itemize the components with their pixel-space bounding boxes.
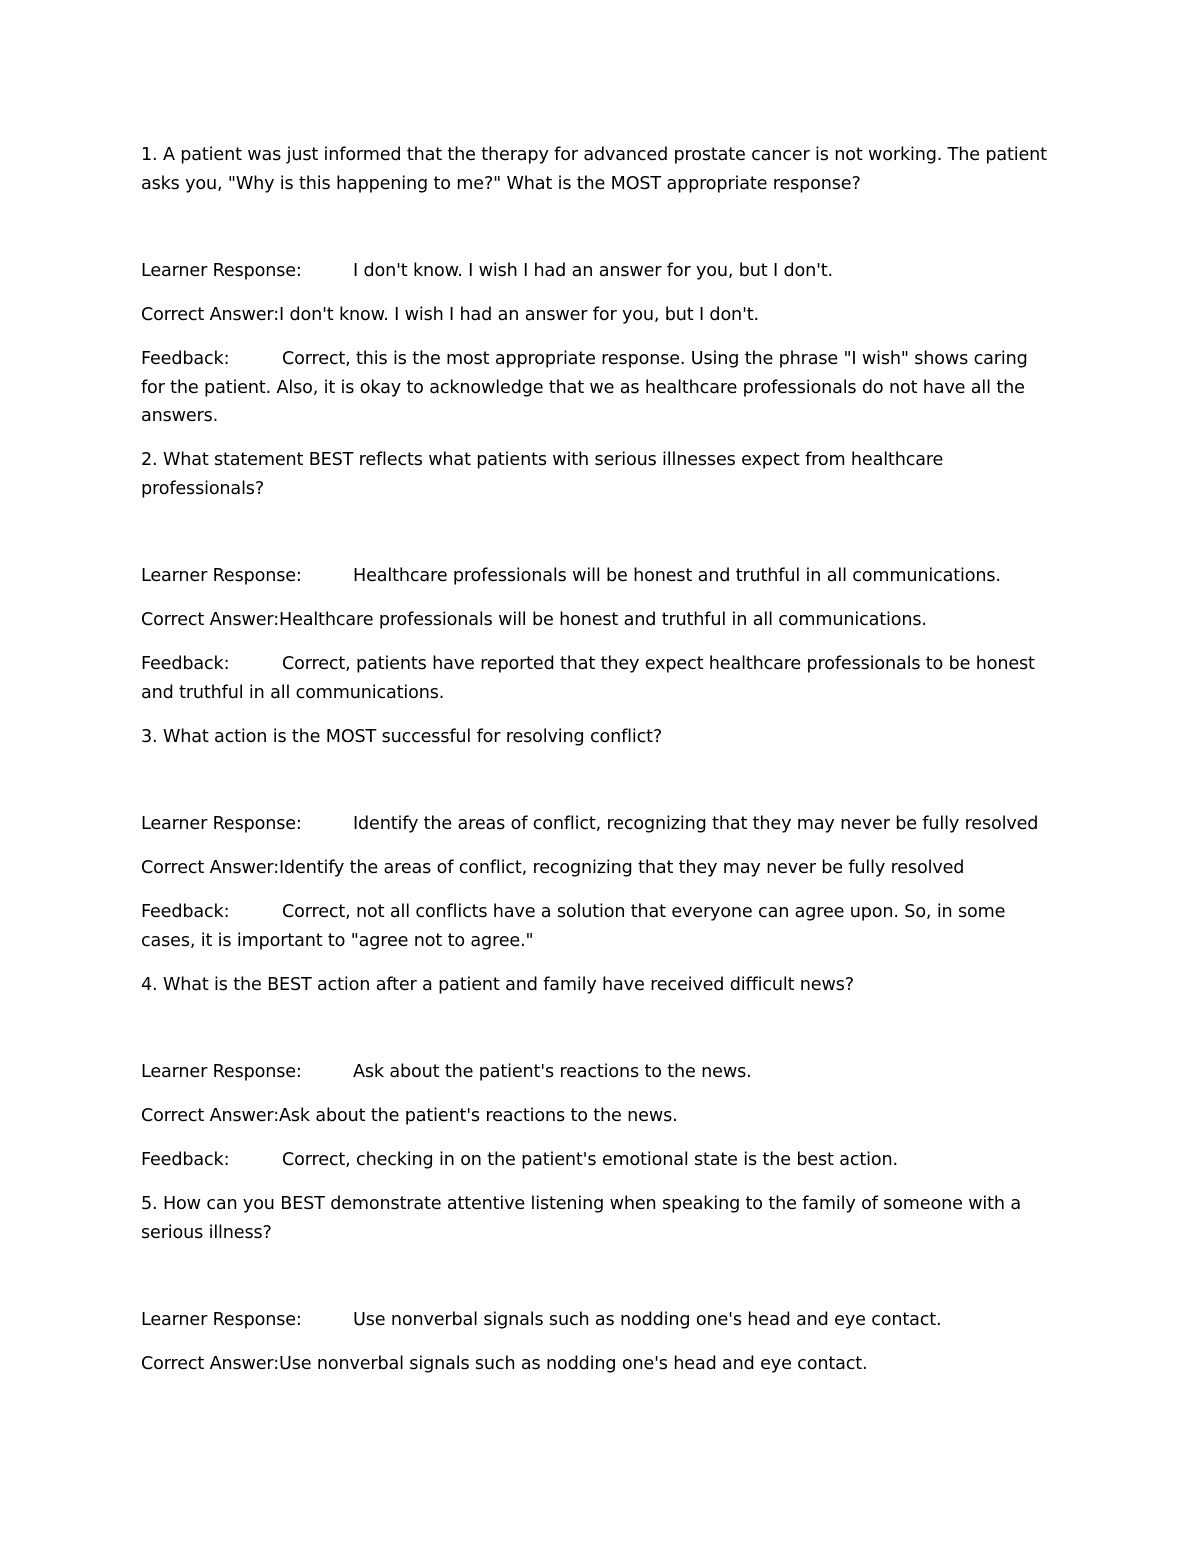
question-number: 2.	[141, 450, 158, 470]
feedback-label: Feedback:	[141, 349, 230, 369]
learner-response-line	[141, 810, 1056, 839]
question-number: 4.	[141, 974, 158, 995]
correct-answer-text: Use nonverbal signals such as nodding one's head and eye contact.	[278, 1354, 868, 1374]
feedback-line	[141, 345, 1056, 431]
learner-response-label: Learner Response:	[141, 566, 302, 586]
correct-answer-line	[141, 606, 1056, 635]
feedback-text: Correct, checking in on the patient's emotional state is the best action.	[282, 1150, 898, 1170]
correct-answer-line	[141, 1350, 1056, 1379]
learner-response-label: Learner Response:	[141, 814, 302, 834]
correct-answer-label: Correct Answer:	[141, 1354, 279, 1374]
quiz-item-5	[141, 1190, 1056, 1379]
correct-answer-label: Correct Answer:	[141, 858, 279, 878]
correct-answer-text: I don't know. I wish I had an answer for you, but I don't.	[278, 305, 759, 325]
feedback-line	[141, 650, 1056, 707]
question-text	[141, 971, 1056, 1000]
feedback-line	[141, 898, 1056, 955]
correct-answer-label: Correct Answer:	[141, 1106, 279, 1126]
question-text	[141, 723, 1056, 752]
question-body: How can you BEST demonstrate attentive listening when speaking to the family of someone with a serious illness?	[141, 1194, 1021, 1243]
feedback-text: Correct, patients have reported that they expect healthcare professionals to be honest and truthful in all communications.	[141, 654, 1035, 703]
learner-response-label: Learner Response:	[141, 261, 302, 281]
learner-response-text: Use nonverbal signals such as nodding one's head and eye contact.	[353, 1310, 942, 1330]
question-text	[141, 1190, 1056, 1247]
learner-response-text: Ask about the patient's reactions to the news.	[353, 1062, 752, 1082]
correct-answer-text: Healthcare professionals will be honest and truthful in all communications.	[278, 610, 927, 630]
feedback-text: Correct, not all conflicts have a solution that everyone can agree upon. So, in some cases, it is important to "agree not to agree."	[141, 902, 1006, 951]
question-body: What is the BEST action after a patient and family have received difficult news?	[162, 974, 854, 995]
question-text	[141, 446, 1056, 503]
question-body: What statement BEST reflects what patients with serious illnesses expect from healthcare professionals?	[141, 450, 944, 499]
question-number: 1.	[141, 145, 158, 165]
correct-answer-line	[141, 301, 1056, 330]
feedback-line	[141, 1146, 1056, 1175]
learner-response-text: Identify the areas of conflict, recognizing that they may never be fully resolved	[353, 814, 1039, 834]
quiz-item-1	[141, 141, 1056, 446]
learner-response-line	[141, 1058, 1056, 1087]
correct-answer-line	[141, 1102, 1056, 1131]
question-body: A patient was just informed that the therapy for advanced prostate cancer is not working. The patient asks you, "Why is this happening to me?" What is the MOST appropriate response?	[141, 145, 1047, 194]
question-number: 3.	[141, 726, 158, 747]
learner-response-label: Learner Response:	[141, 1310, 302, 1330]
learner-response-line	[141, 257, 1056, 286]
learner-response-label: Learner Response:	[141, 1062, 302, 1082]
feedback-label: Feedback:	[141, 902, 230, 922]
learner-response-line	[141, 1306, 1056, 1335]
quiz-review-content	[141, 141, 1056, 1379]
quiz-item-4	[141, 971, 1056, 1191]
question-text	[141, 141, 1056, 198]
question-number: 5.	[141, 1194, 158, 1214]
feedback-text: Correct, this is the most appropriate response. Using the phrase "I wish" shows caring for the patient. Also, it is okay to acknowledge that we as healthcare professionals do not have all the answers.	[141, 349, 1028, 426]
feedback-label: Feedback:	[141, 654, 230, 674]
correct-answer-line	[141, 854, 1056, 883]
correct-answer-text: Identify the areas of conflict, recognizing that they may never be fully resolved	[278, 858, 965, 878]
question-body: What action is the MOST successful for resolving conflict?	[162, 726, 663, 747]
quiz-item-3	[141, 723, 1056, 971]
quiz-item-2	[141, 446, 1056, 723]
correct-answer-label: Correct Answer:	[141, 610, 279, 630]
correct-answer-label: Correct Answer:	[141, 305, 279, 325]
learner-response-line	[141, 562, 1056, 591]
learner-response-text: I don't know. I wish I had an answer for you, but I don't.	[353, 261, 833, 281]
correct-answer-text: Ask about the patient's reactions to the news.	[278, 1106, 678, 1126]
learner-response-text: Healthcare professionals will be honest and truthful in all communications.	[353, 566, 1001, 586]
feedback-label: Feedback:	[141, 1150, 230, 1170]
